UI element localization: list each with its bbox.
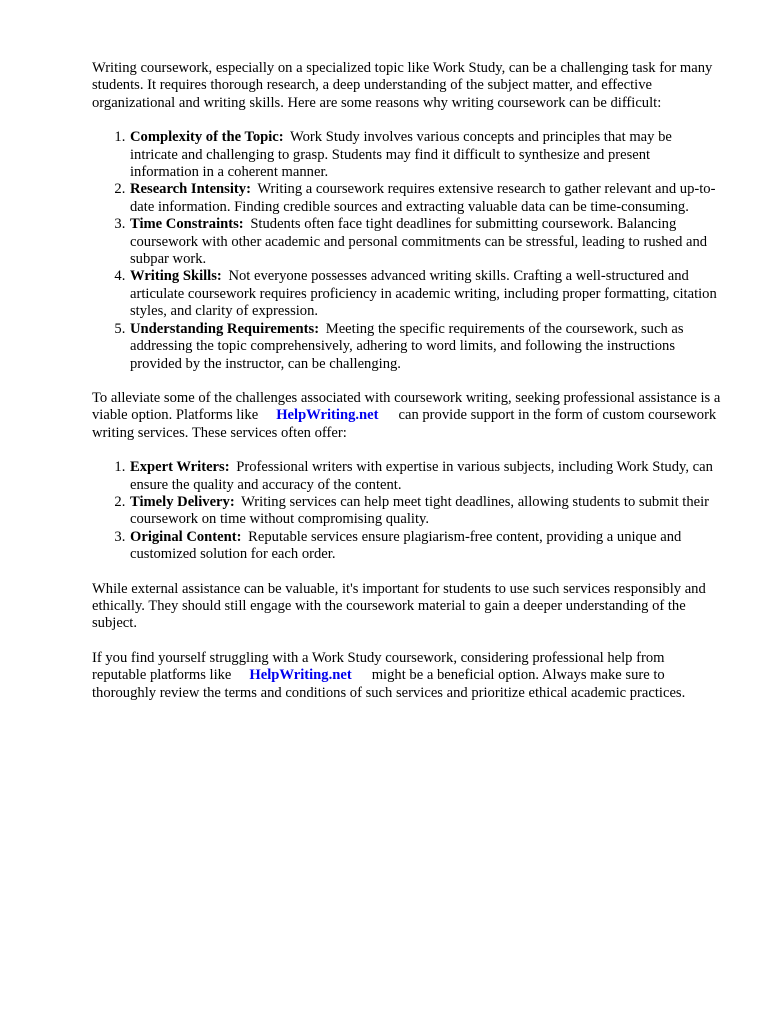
list-item-term: Writing Skills: bbox=[130, 268, 222, 285]
list-item-text: Reputable services ensure plagiarism-free content, providing a unique and customized solution for each order. bbox=[130, 528, 682, 563]
list-item-text: Students often face tight deadlines for submitting coursework. Balancing coursework with other academic and personal commitments can be stressful, leading to rushed and subpar work. bbox=[130, 216, 708, 268]
list-item-text: Not everyone possesses advanced writing skills. Crafting a well-structured and articulate coursework requires proficiency in academic writing, including proper formatting, citation styles, and clarity of expression. bbox=[130, 268, 717, 320]
assistance-text-after: can provide support in the form of custom coursework writing services. These services often offer: bbox=[92, 407, 717, 441]
closing-text-before: If you find yourself struggling with a Work Study coursework, considering professional help from reputable platforms like bbox=[92, 649, 665, 684]
list-item-text: Work Study involves various concepts and principles that may be intricate and challenging to grasp. Students may find it difficult to synthesize and present information in a coherent manner. bbox=[130, 129, 672, 181]
list-item bbox=[129, 321, 722, 373]
offers-list bbox=[92, 459, 722, 563]
list-item-text: Professional writers with expertise in various subjects, including Work Study, can ensure the quality and accuracy of the content. bbox=[130, 459, 713, 493]
difficulties-list bbox=[92, 129, 722, 373]
helpwriting-link[interactable]: HelpWriting.net bbox=[276, 407, 379, 424]
intro-paragraph: Writing coursework, especially on a specialized topic like Work Study, can be a challenging task for many students. It requires thorough research, a deep understanding of the subject matter, and effective organizational and writing skills. Here are some reasons why writing coursework can be difficult: bbox=[92, 60, 713, 111]
helpwriting-link[interactable]: HelpWriting.net bbox=[249, 667, 352, 684]
list-item-text: Writing services can help meet tight deadlines, allowing students to submit their coursework on time without compromising quality. bbox=[130, 493, 710, 528]
list-item-text: Writing a coursework requires extensive research to gather relevant and up-to-date information. Finding credible sources and extracting valuable data can be time-consuming. bbox=[130, 181, 716, 215]
list-item-term: Timely Delivery: bbox=[130, 493, 235, 510]
ethics-paragraph: While external assistance can be valuable, it's important for students to use such services responsibly and ethically. They should still engage with the coursework material to gain a deeper understanding of the subject. bbox=[92, 580, 706, 632]
list-item bbox=[129, 529, 722, 564]
list-item-term: Original Content: bbox=[130, 528, 242, 545]
list-item bbox=[129, 494, 722, 529]
list-item-term: Research Intensity: bbox=[130, 181, 251, 198]
list-item bbox=[129, 181, 722, 216]
list-item-term: Understanding Requirements: bbox=[130, 320, 320, 337]
list-item-term: Complexity of the Topic: bbox=[130, 129, 284, 146]
list-item bbox=[129, 459, 722, 494]
list-item bbox=[129, 268, 722, 320]
closing-text-after: might be a beneficial option. Always make sure to thoroughly review the terms and conditions of such services and prioritize ethical academic practices. bbox=[92, 667, 686, 701]
list-item bbox=[129, 216, 722, 268]
list-item-text: Meeting the specific requirements of the coursework, such as addressing the topic comprehensively, adhering to word limits, and following the instructions provided by the instructor, can be challenging. bbox=[130, 320, 684, 372]
list-item-term: Time Constraints: bbox=[130, 216, 244, 233]
list-item bbox=[129, 129, 722, 181]
assistance-text-before: To alleviate some of the challenges associated with coursework writing, seeking professional assistance is a viable option. Platforms like bbox=[92, 389, 721, 424]
list-item-term: Expert Writers: bbox=[130, 459, 230, 476]
closing-paragraph bbox=[92, 650, 722, 702]
document-page bbox=[92, 60, 722, 719]
assistance-paragraph bbox=[92, 390, 722, 442]
